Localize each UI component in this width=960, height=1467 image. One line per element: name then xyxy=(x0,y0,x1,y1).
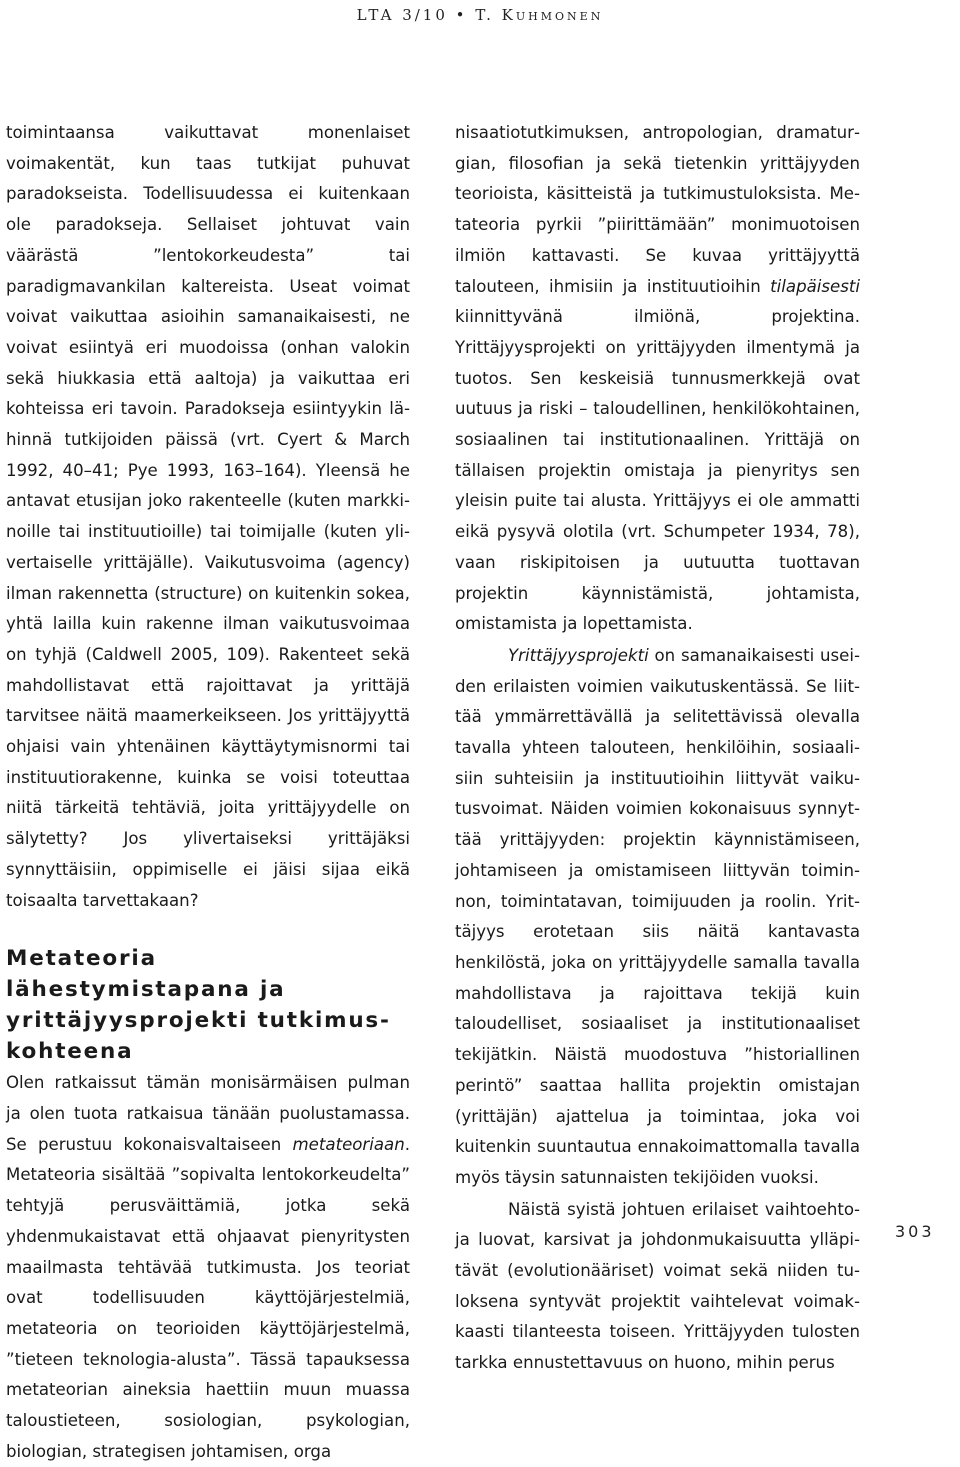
right-paragraph-1: nisaatiotutkimuksen, antropologian, dramaturgian, filosofian ja sekä tietenkin yrittäjyyden teorioista, käsitteistä ja tutkimustuloksista. Metateoria pyrkii ”piirittämään” monimuotoisen ilmiön kattavasti. Se kuvaa yrittäjyyttä talouteen, ihmisiin ja instituutioihin tilapäisesti kiinnittyvänä ilmiönä, projektina. Yrittäjyysprojekti on yrittäjyyden ilmentymä ja tuotos. Sen keskeisiä tunnusmerkkejä ovat uutuus ja riski – taloudellinen, henkilökohtainen, sosiaalinen tai institutionaalinen. Yrittäjä on tällaisen projektin omistaja ja pienyritys sen yleisin puite tai alusta. Yrittäjyys ei ole ammatti eikä pysyvä olotila (vrt. Schumpeter 1934, 78), vaan riskipitoisen ja uutuutta tuottavan projektin käynnistämistä, johtamista, omistamista ja lopettamista. xyxy=(455,123,860,634)
term-yrittajyysprojekti: Yrittäjyysprojekti xyxy=(508,645,649,665)
author-initial: T. xyxy=(475,6,494,24)
journal-issue: LTA 3/10 xyxy=(356,6,448,24)
right-column xyxy=(455,118,860,1379)
page-number: 303 xyxy=(895,1222,935,1241)
running-header xyxy=(0,6,960,24)
right-paragraph-3: Näistä syistä johtuen erilaiset vaihtoehtoja luovat, karsivat ja johdonmukaisuutta ylläpitävät (evolutionääriset) voimat sekä niiden tuloksena syntyvät projektit vaihtelevat voimakkaasti tilanteesta toiseen. Yrittäjyyden tulosten tarkka ennustettavuus on huono, mihin perus xyxy=(455,1199,860,1373)
section-heading: Metateoria lähestymistapana ja yrittäjyysprojekti tutkimuskohteena xyxy=(6,946,389,1065)
term-tilapaisesti: tilapäisesti xyxy=(770,276,860,296)
author-surname: KUHMONEN xyxy=(501,6,604,24)
right-paragraph-2: Yrittäjyysprojekti on samanaikaisesti useiden erilaisten voimien vaikutuskentässä. Se liittää ymmärrettävällä ja selitettävissä olevalla tavalla yhteen talouteen, henkilöihin, sosiaalisiin suhteisiin ja instituutioihin liittyvät vaikutusvoimat. Näiden voimien kokonaisuus synnyttää yrittäjyyden: projektin käynnistämiseen, johtamiseen ja omistamiseen liittyvän toiminnon, toimintatavan, toimijuuden ja roolin. Yrittäjyys erotetaan siis näitä kantavasta henkilöstä, joka on yrittäjyydelle samalla tavalla mahdollistava ja rajoittava tekijä kuin taloudelliset, sosiaaliset ja institutionaaliset tekijätkin. Näistä muodostuva ”historiallinen perintö” saattaa hallita projektin omistajan (yrittäjän) ajattelua ja toimintaa, joka voi kuitenkin suuntautua ennakoimattomalla tavalla myös täysin satunnaisten tekijöiden vuoksi. xyxy=(455,645,860,1187)
header-bullet: • xyxy=(455,6,468,24)
left-column xyxy=(6,118,410,1467)
left-paragraph-2: Olen ratkaissut tämän monisärmäisen pulman ja olen tuota ratkaisua tänään puolustamassa. Se perustuu kokonaisvaltaiseen metateoriaan. Metateoria sisältää ”sopivalta lentokorkeudelta” tehtyjä perusväittämiä, jotka sekä yhdenmukaistavat että ohjaavat pienyritysten maailmasta tehtävää tutkimusta. Jos teoriat ovat todellisuuden käyttöjärjestelmiä, metateoria on teorioiden käyttöjärjestelmä, ”tieteen teknologia-alusta”. Tässä tapauksessa metateorian aineksia haettiin muun muassa taloustieteen, sosiologian, psykologian, biologian, strategisen johtamisen, orga xyxy=(6,1073,410,1461)
left-paragraph-1: toimintaansa vaikuttavat monenlaiset voimakentät, kun taas tutkijat puhuvat paradokseista. Todellisuudessa ei kuitenkaan ole paradokseja. Sellaiset johtuvat vain väärästä ”lentokorkeudesta” tai paradigmavankilan kaltereista. Useat voimat voivat vaikuttaa asioihin samanaikaisesti, ne voivat esiintyä eri muodoissa (onhan valokin sekä hiukkasia että aaltoja) ja vaikuttaa eri kohteissa eri tavoin. Paradokseja esiintyykin lähinnä tutkijoiden päissä (vrt. Cyert & March 1992, 40–41; Pye 1993, 163–164). Yleensä he antavat etusijan joko rakenteelle (kuten markkinoille tai instituutioille) tai toimijalle (kuten ylivertaiselle yrittäjälle). Vaikutusvoima (agency) ilman rakennetta (structure) on kuitenkin sokea, yhtä lailla kuin rakenne ilman vaikutusvoimaa on tyhjä (Caldwell 2005, 109). Rakenteet sekä mahdollistavat että rajoittavat ja yrittäjä tarvitsee näitä maamerkeikseen. Jos yrittäjyyttä ohjaisi vain yhtenäinen käyttäytymisnormi tai instituutiorakenne, kuinka se voisi toteuttaa niitä tärkeitä tehtäviä, joita yrittäjyydelle on sälytetty? Jos ylivertaiseksi yrittäjäksi synnyttäisiin, oppimiselle ei jäisi sijaa eikä toisaalta tarvettakaan? xyxy=(6,123,410,910)
term-metateoria: metateoriaan xyxy=(292,1134,405,1154)
